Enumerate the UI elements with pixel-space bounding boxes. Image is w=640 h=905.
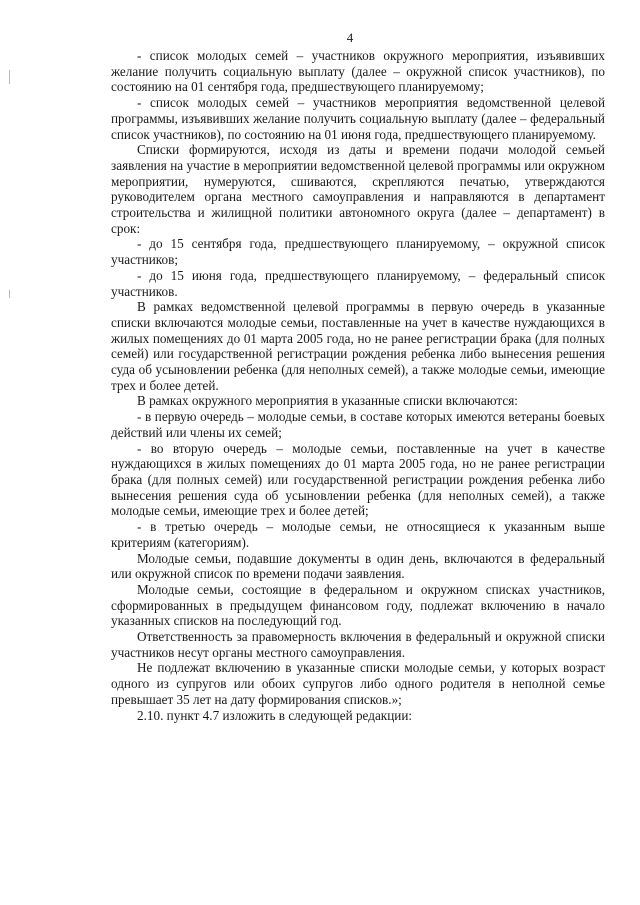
paragraph-third-priority: - в третью очередь – молодые семьи, не относящиеся к указанным выше критериям (категориям). bbox=[111, 519, 605, 550]
document-body bbox=[111, 48, 605, 723]
paragraph-okrug-deadline: - до 15 сентября года, предшествующего планируемому, – окружной список участников; bbox=[111, 236, 605, 268]
page-number: 4 bbox=[346, 30, 354, 45]
paragraph-okrug-inclusion: В рамках окружного мероприятия в указанные списки включаются: bbox=[137, 393, 518, 409]
paragraph-federal-list: - список молодых семей – участников мероприятия ведомственной целевой программы, изъявивших желание получить социальную выплату (далее – федеральный список участников), по состоянию на 01 июня года, предшествующего планируемому. bbox=[111, 95, 605, 142]
paragraph-responsibility: Ответственность за правомерность включения в федеральный и окружной списки участников несут органы местного самоуправления. bbox=[111, 629, 605, 660]
paragraph-list-formation: Списки формируются, исходя из даты и времени подачи молодой семьей заявления на участие в мероприятии ведомственной целевой программы или окружном мероприятии, нумеруются, сшиваются, скрепляются печатью, утверждаются руководителем органа местного самоуправления и направляются в департамент строительства и жилищной политики автономного округа (далее – департамент) в срок: bbox=[111, 142, 605, 236]
paragraph-same-day: Молодые семьи, подавшие документы в один день, включаются в федеральный или окружной список по времени подачи заявления. bbox=[111, 550, 605, 582]
scan-margin-mark bbox=[9, 70, 10, 84]
paragraph-first-priority: - в первую очередь – молодые семьи, в составе которых имеются ветераны боевых действий или члены их семей; bbox=[111, 409, 605, 440]
paragraph-age-exclusion: Не подлежат включению в указанные списки молодые семьи, у которых возраст одного из супругов или обоих супругов либо одного родителя в неполной семье превышает 35 лет на дату формирования списков.»; bbox=[111, 660, 605, 707]
paragraph-previous-year: Молодые семьи, состоящие в федеральном и окружном списках участников, сформированных в предыдущем финансовом году, подлежат включению в начало указанных списков на последующий год. bbox=[111, 581, 605, 629]
paragraph-federal-deadline: - до 15 июня года, предшествующего планируемому, – федеральный список участников. bbox=[111, 267, 605, 299]
paragraph-federal-priority: В рамках ведомственной целевой программы в первую очередь в указанные списки включаются молодые семьи, поставленные на учет в качестве нуждающихся в жилых помещениях до 01 марта 2005 года, но не ранее регистрации брака (для полных семей) или государственной регистрации рождения ребенка либо вынесения решения суда об усыновлении ребенка (для неполных семей), а также молодые семьи, имеющие трех и более детей. bbox=[111, 299, 605, 393]
paragraph-clause-2-10: 2.10. пункт 4.7 изложить в следующей редакции: bbox=[137, 707, 413, 723]
paragraph-second-priority: - во вторую очередь – молодые семьи, поставленные на учет в качестве нуждающихся в жилых помещениях до 01 марта 2005 года, но не ранее регистрации брака (для полных семей) или государственной регистрации рождения ребенка либо вынесения решения суда об усыновлении ребенка (для неполных семей), а также молодые семьи, имеющие трех и более детей; bbox=[111, 440, 605, 519]
scan-margin-mark bbox=[9, 290, 10, 298]
paragraph-okrug-list: - список молодых семей – участников окружного мероприятия, изъявивших желание получить социальную выплату (далее – окружной список участников), по состоянию на 01 сентября года, предшествующего планируемому; bbox=[111, 48, 605, 95]
